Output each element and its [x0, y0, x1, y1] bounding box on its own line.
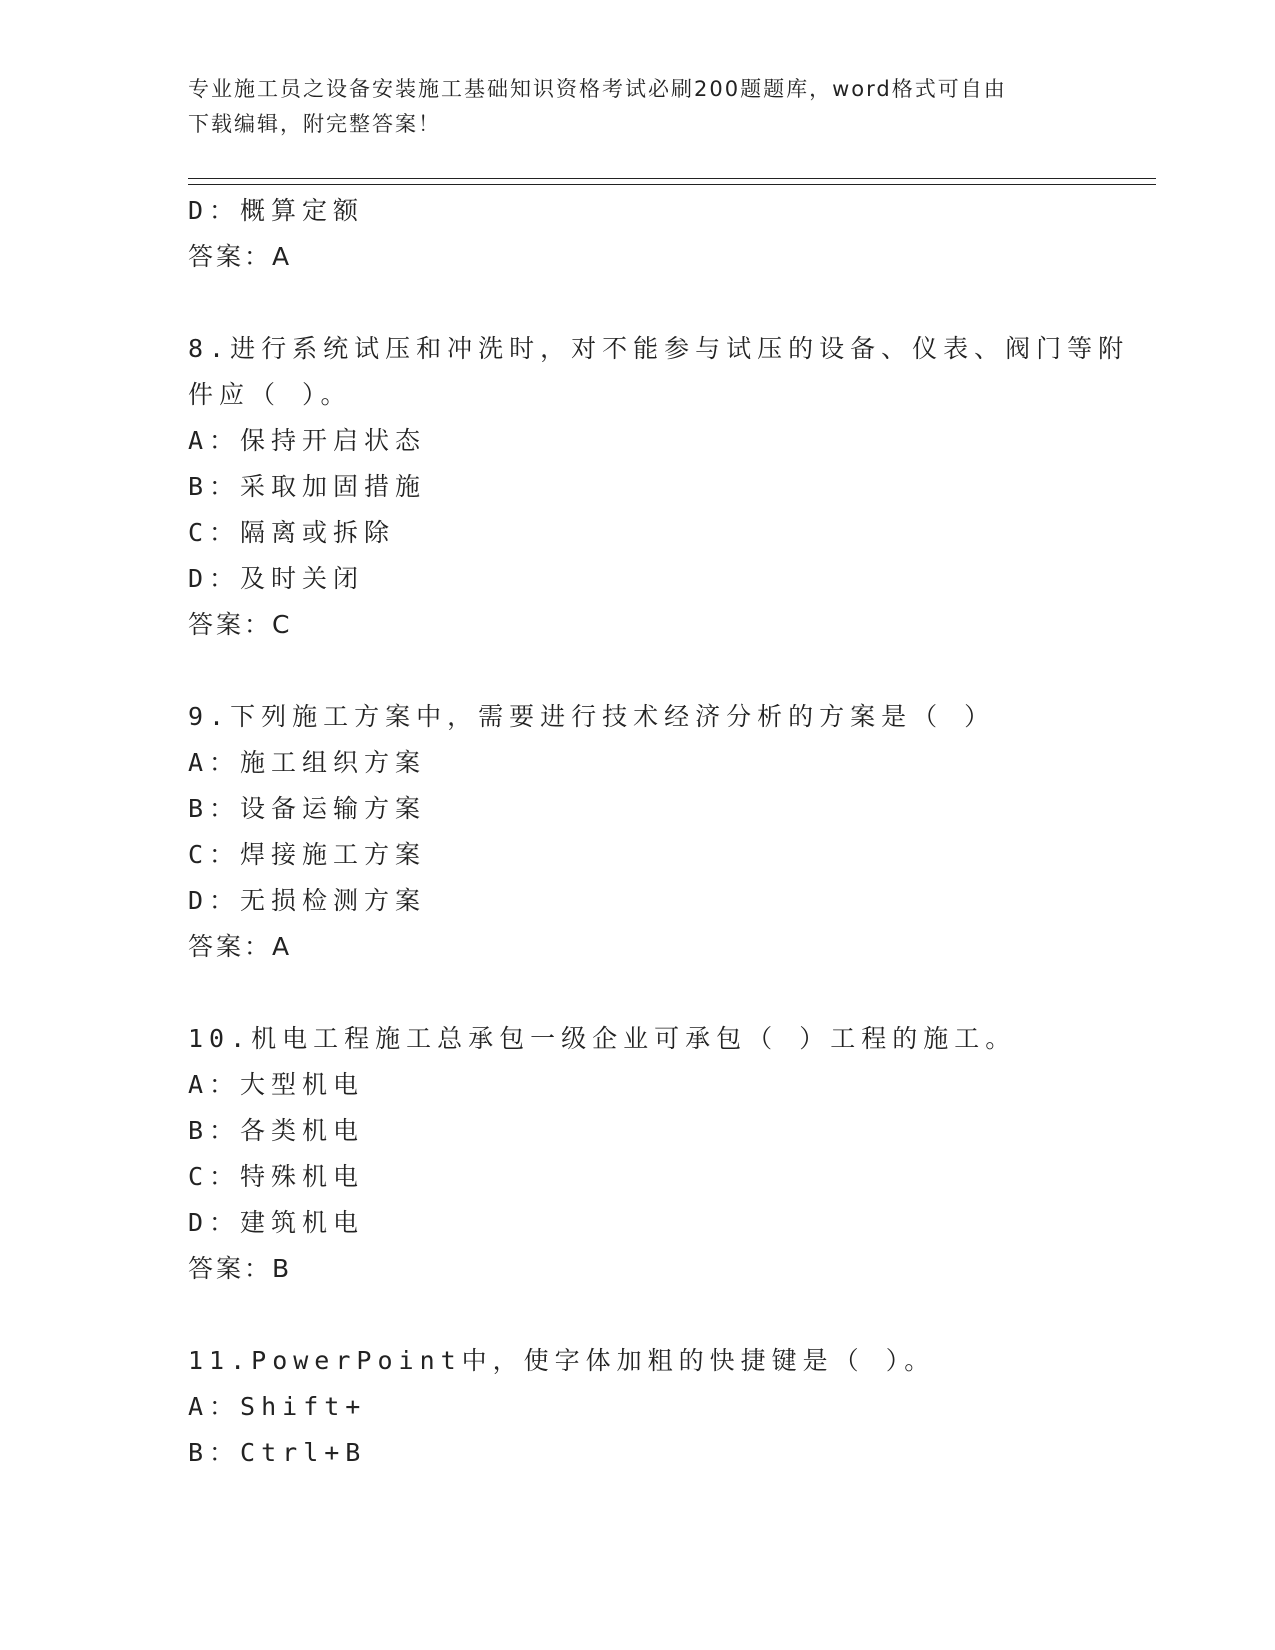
option-b: B：设备运输方案: [188, 794, 427, 823]
answer-line: 答案：B: [188, 1254, 293, 1283]
spacer: [188, 280, 1148, 326]
option-c: C：焊接施工方案: [188, 840, 427, 869]
option-a: A：Shift+: [188, 1392, 367, 1421]
spacer: [188, 648, 1148, 694]
option-d: D：及时关闭: [188, 564, 365, 593]
header-divider-top: [188, 178, 1156, 179]
spacer: [188, 970, 1148, 1016]
option-c: C：隔离或拆除: [188, 518, 396, 547]
option-a: A：大型机电: [188, 1070, 365, 1099]
option-b: B：Ctrl+B: [188, 1438, 367, 1467]
header-line-2: 下载编辑，附完整答案！: [188, 112, 441, 136]
question-9: 9.下列施工方案中，需要进行技术经济分析的方案是（ ）: [188, 702, 996, 731]
answer-line: 答案：A: [188, 242, 293, 271]
header-line-1: 专业施工员之设备安装施工基础知识资格考试必刷200题题库，word格式可自由: [188, 77, 1007, 101]
option-d: D：建筑机电: [188, 1208, 365, 1237]
option-b: B：各类机电: [188, 1116, 365, 1145]
question-8-line-2: 件应（ ）。: [188, 380, 352, 409]
header-divider-bottom: [188, 184, 1156, 185]
answer-line: 答案：C: [188, 610, 293, 639]
option-a: A：施工组织方案: [188, 748, 427, 777]
option-b: B：采取加固措施: [188, 472, 427, 501]
option-d: D：概算定额: [188, 196, 365, 225]
option-c: C：特殊机电: [188, 1162, 365, 1191]
option-d: D：无损检测方案: [188, 886, 427, 915]
answer-line: 答案：A: [188, 932, 293, 961]
question-list: [188, 188, 1148, 1476]
spacer: [188, 1292, 1148, 1338]
question-11: 11.PowerPoint中，使字体加粗的快捷键是（ ）。: [188, 1346, 936, 1375]
document-header: [188, 72, 1078, 142]
question-10: 10.机电工程施工总承包一级企业可承包（ ）工程的施工。: [188, 1024, 1017, 1053]
option-a: A：保持开启状态: [188, 426, 427, 455]
question-8-line-1: 8.进行系统试压和冲洗时，对不能参与试压的设备、仪表、阀门等附: [188, 334, 1130, 363]
